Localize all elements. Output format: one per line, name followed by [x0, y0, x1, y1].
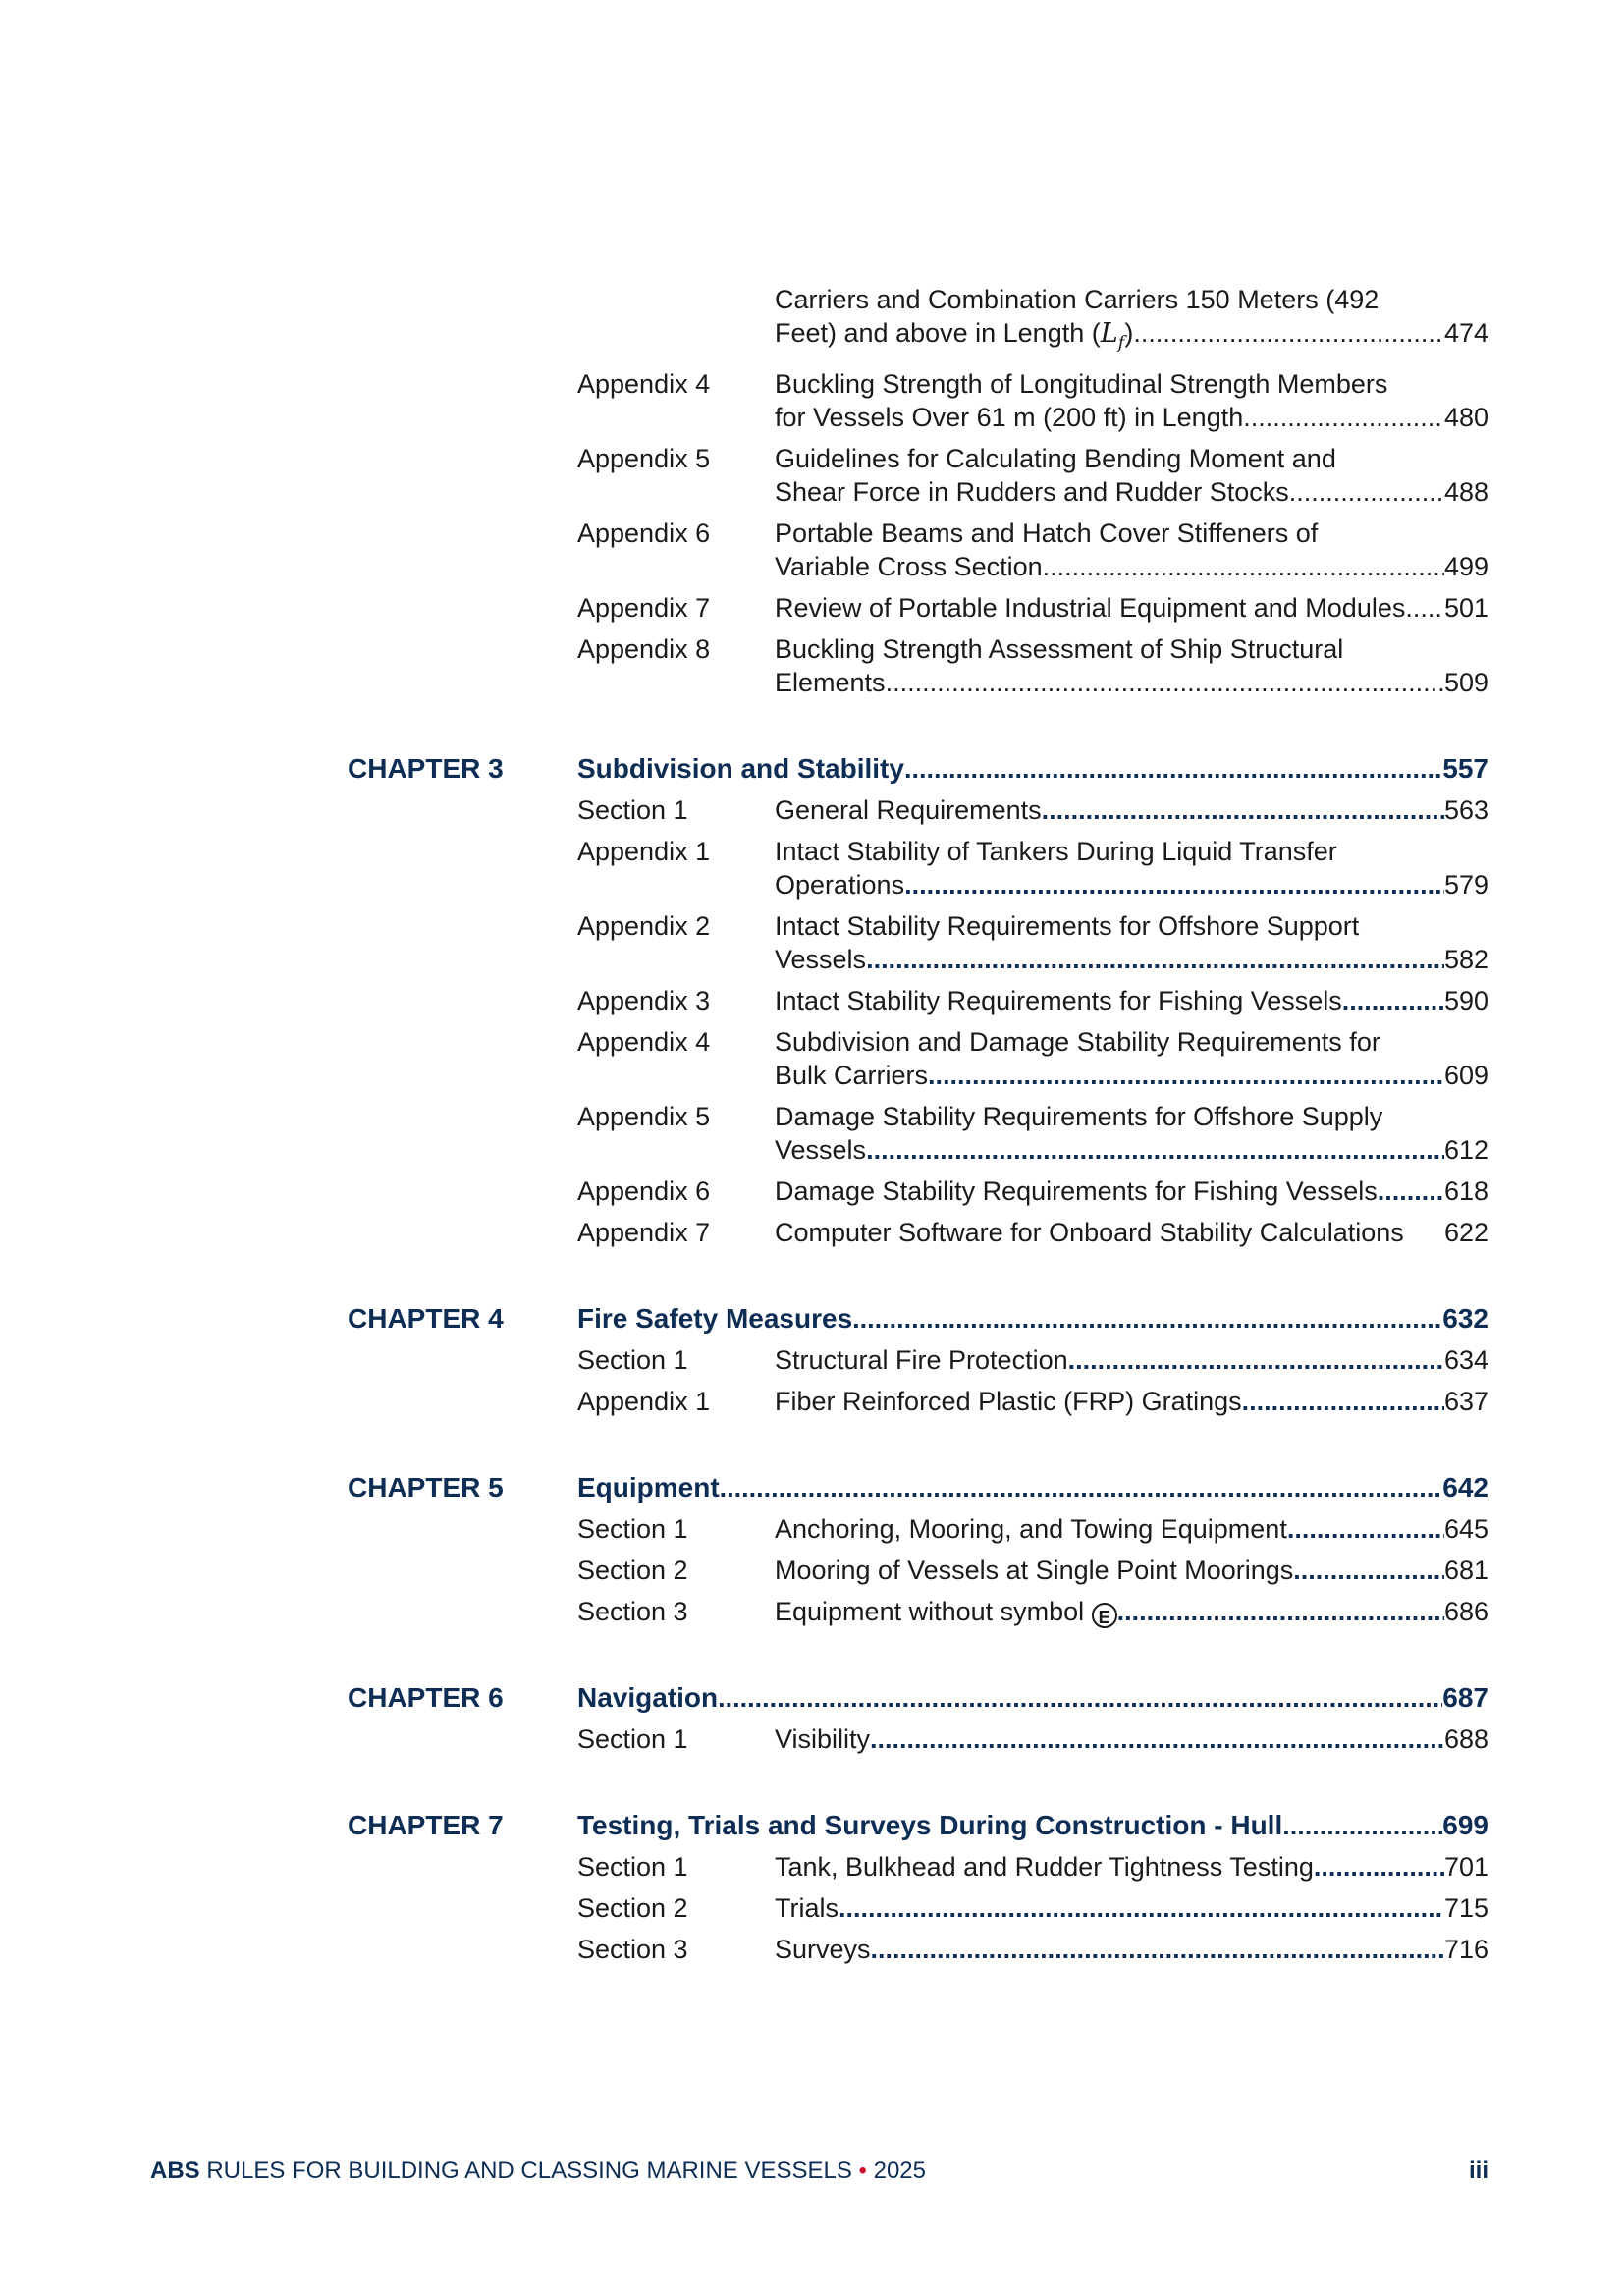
toc-entry-label: Appendix 7 — [577, 1218, 711, 1248]
chapter-title[interactable]: Testing, Trials and Surveys During Construction - Hull — [577, 1810, 1283, 1841]
toc-entry-title — [775, 442, 1488, 509]
toc-page-number: 686 — [1443, 1597, 1488, 1627]
toc-entry-text: Variable Cross Section — [775, 552, 1043, 582]
toc-entry-title — [775, 591, 1488, 625]
chapter-title-line — [577, 1471, 1488, 1504]
toc-entry-text: Mooring of Vessels at Single Point Moorings — [775, 1556, 1294, 1586]
toc-entry-label: Appendix 1 — [577, 837, 711, 867]
toc-entry-label: Section 2 — [577, 1556, 688, 1586]
toc-page-number: 612 — [1443, 1135, 1488, 1166]
toc-entry-line — [775, 591, 1488, 625]
toc-entry-text: Computer Software for Onboard Stability Calculations — [775, 1218, 1404, 1248]
toc-entry-line — [775, 1595, 1488, 1628]
toc-entry-label: Appendix 3 — [577, 986, 711, 1016]
toc-entry-text: Subdivision and Damage Stability Requirements for — [775, 1027, 1380, 1058]
toc-entry-line — [775, 632, 1488, 666]
toc-entry-text: Intact Stability Requirements for Fishing Vessels — [775, 986, 1342, 1016]
toc-entry-text: Feet) and above in Length ( — [775, 318, 1101, 348]
toc-entry[interactable] — [348, 367, 1488, 434]
toc-entry-line — [775, 1025, 1488, 1059]
toc-entry[interactable] — [348, 1933, 1488, 1966]
table-of-contents — [348, 283, 1488, 1966]
toc-entry-label: Appendix 5 — [577, 444, 711, 474]
toc-entry[interactable] — [348, 632, 1488, 699]
leader-dots — [1287, 1512, 1444, 1546]
chapter-label: CHAPTER 3 — [348, 753, 504, 785]
toc-spacer — [577, 283, 775, 359]
chapter-label: CHAPTER 7 — [348, 1810, 504, 1841]
chapter-page-number: 632 — [1442, 1303, 1488, 1335]
toc-entry-title — [775, 1512, 1488, 1546]
leader-dots — [866, 1133, 1444, 1167]
toc-spacer — [348, 909, 577, 976]
toc-entry-text: Bulk Carriers — [775, 1061, 929, 1091]
chapter-label: CHAPTER 6 — [348, 1682, 504, 1714]
toc-page-number: 716 — [1443, 1935, 1488, 1965]
toc-page-number: 634 — [1443, 1345, 1488, 1376]
toc-page-number: 474 — [1443, 318, 1488, 348]
toc-entry[interactable] — [348, 1216, 1488, 1249]
toc-page-number: 488 — [1443, 477, 1488, 508]
toc-spacer — [348, 1100, 577, 1167]
chapter-label: CHAPTER 4 — [348, 1303, 504, 1335]
toc-page-number: 637 — [1443, 1387, 1488, 1417]
toc-entry-title — [775, 1891, 1488, 1925]
toc-entry-label: Appendix 6 — [577, 519, 711, 549]
toc-page-number: 609 — [1443, 1061, 1488, 1091]
toc-entry-text: Damage Stability Requirements for Fishing Vessels — [775, 1176, 1378, 1207]
toc-entry-text: Equipment without symbol — [775, 1597, 1085, 1627]
toc-entry-line — [775, 475, 1488, 509]
leader-dots — [852, 1302, 1442, 1336]
toc-entry-line — [775, 1100, 1488, 1133]
chapter-page-number: 699 — [1442, 1810, 1488, 1841]
toc-entry[interactable] — [348, 835, 1488, 902]
toc-entry-text: General Requirements — [775, 795, 1042, 826]
toc-entry-text: Structural Fire Protection — [775, 1345, 1068, 1376]
toc-entry-title — [775, 1554, 1488, 1587]
chapter-page-number: 557 — [1442, 753, 1488, 785]
chapter-heading[interactable] — [348, 752, 1488, 786]
toc-entry-label: Section 1 — [577, 1724, 688, 1755]
toc-entry-text: Fiber Reinforced Plastic (FRP) Gratings — [775, 1387, 1242, 1417]
leader-dots — [1242, 1385, 1444, 1418]
leader-dots — [1043, 550, 1444, 583]
toc-spacer — [348, 793, 577, 827]
toc-entry-line — [775, 1850, 1488, 1884]
toc-entry[interactable] — [348, 1385, 1488, 1418]
footer-publication — [150, 2158, 926, 2185]
toc-page-number: 622 — [1443, 1218, 1488, 1248]
toc-spacer — [348, 1512, 577, 1546]
footer-year: 2025 — [873, 2158, 926, 2184]
toc-entry-text: Intact Stability Requirements for Offshore Support — [775, 911, 1360, 942]
toc-spacer — [348, 835, 577, 902]
toc-entry-label: Section 1 — [577, 795, 688, 826]
leader-dots — [1314, 1850, 1444, 1884]
toc-entry-carryover[interactable] — [348, 283, 1488, 359]
toc-entry-line — [775, 1933, 1488, 1966]
chapter-title[interactable]: Equipment — [577, 1472, 720, 1503]
toc-entry-title — [775, 283, 1488, 359]
toc-spacer — [348, 1554, 577, 1587]
toc-page-number: 579 — [1443, 870, 1488, 901]
toc-entry-line — [775, 401, 1488, 434]
chapter-title[interactable]: Navigation — [577, 1682, 719, 1714]
toc-entry-label: Appendix 2 — [577, 911, 711, 942]
toc-entry-line — [775, 1343, 1488, 1377]
leader-dots — [928, 1059, 1444, 1092]
toc-entry[interactable] — [348, 1891, 1488, 1925]
leader-dots — [1068, 1343, 1444, 1377]
chapter-heading[interactable] — [348, 1809, 1488, 1842]
toc-entry-text: Visibility — [775, 1724, 871, 1755]
toc-spacer — [348, 632, 577, 699]
toc-entry[interactable] — [348, 517, 1488, 583]
toc-entry-line — [775, 1554, 1488, 1587]
toc-entry-text: Surveys — [775, 1935, 871, 1965]
toc-entry[interactable] — [348, 591, 1488, 625]
toc-spacer — [348, 442, 577, 509]
toc-entry[interactable] — [348, 1512, 1488, 1546]
leader-dots — [904, 752, 1442, 786]
toc-entry[interactable] — [348, 1722, 1488, 1756]
toc-page-number: 509 — [1443, 668, 1488, 698]
toc-entry-title — [775, 1722, 1488, 1756]
toc-entry-title — [775, 632, 1488, 699]
toc-spacer — [348, 1891, 577, 1925]
chapter-block — [348, 1681, 1488, 1756]
toc-entry-title — [775, 1216, 1488, 1249]
toc-page-number: 499 — [1443, 552, 1488, 582]
math-symbol: $L_f$ — [1100, 318, 1125, 354]
toc-spacer — [348, 1722, 577, 1756]
chapter-heading[interactable] — [348, 1302, 1488, 1336]
leader-dots — [1042, 793, 1444, 827]
toc-entry-text: Trials — [775, 1893, 839, 1924]
toc-entry-label: Section 2 — [577, 1893, 688, 1924]
toc-entry-text: Buckling Strength Assessment of Ship Structural — [775, 634, 1344, 665]
toc-entry-line — [775, 1722, 1488, 1756]
toc-entry-line — [577, 1471, 1488, 1504]
toc-page-number: 563 — [1443, 795, 1488, 826]
toc-entry-line — [775, 550, 1488, 583]
toc-entry-line — [577, 1302, 1488, 1336]
toc-entry-title — [775, 909, 1488, 976]
chapter-title-line — [577, 1681, 1488, 1715]
toc-entry-line — [775, 1385, 1488, 1418]
toc-spacer — [348, 1385, 577, 1418]
toc-entry[interactable] — [348, 442, 1488, 509]
toc-entry-title — [775, 1025, 1488, 1092]
chapter-block — [348, 1809, 1488, 1966]
chapter-title[interactable]: Subdivision and Stability — [577, 753, 904, 785]
chapter-page-number: 687 — [1442, 1682, 1488, 1714]
toc-entry-label: Section 1 — [577, 1345, 688, 1376]
toc-entry[interactable] — [348, 1554, 1488, 1587]
toc-entry-text: Elements — [775, 668, 886, 698]
leader-dots — [870, 1722, 1444, 1756]
chapter-title-line — [577, 752, 1488, 786]
leader-dots — [904, 868, 1444, 902]
footer-title: RULES FOR BUILDING AND CLASSING MARINE VESSELS — [206, 2158, 852, 2184]
toc-entry-text: Tank, Bulkhead and Rudder Tightness Testing — [775, 1852, 1314, 1883]
toc-entry[interactable] — [348, 984, 1488, 1017]
toc-entry-text: Damage Stability Requirements for Offshore Supply — [775, 1102, 1383, 1132]
toc-entry-text: Buckling Strength of Longitudinal Strength Members — [775, 369, 1388, 400]
footer-separator: • — [858, 2158, 867, 2184]
toc-spacer — [348, 591, 577, 625]
toc-spacer — [348, 283, 577, 359]
toc-entry-line — [577, 752, 1488, 786]
leader-dots — [1133, 316, 1444, 350]
toc-entry-text: Guidelines for Calculating Bending Moment and — [775, 444, 1336, 474]
toc-entry-title — [775, 1175, 1488, 1208]
toc-entry-line — [775, 442, 1488, 475]
toc-entry-line — [775, 367, 1488, 401]
toc-entry[interactable] — [348, 909, 1488, 976]
toc-entry-line — [775, 517, 1488, 550]
chapter-title[interactable]: Fire Safety Measures — [577, 1303, 853, 1335]
toc-entry-line — [775, 984, 1488, 1017]
toc-page-number: 701 — [1443, 1852, 1488, 1883]
toc-entry-line — [775, 943, 1488, 976]
toc-entry-line — [577, 1681, 1488, 1715]
chapter-page-number: 642 — [1442, 1472, 1488, 1503]
toc-spacer — [348, 1595, 577, 1628]
chapter-block — [348, 752, 1488, 1249]
chapter-heading[interactable] — [348, 1681, 1488, 1715]
footer-page-number: iii — [1468, 2158, 1488, 2184]
toc-entry-line — [775, 666, 1488, 699]
chapter-heading[interactable] — [348, 1471, 1488, 1504]
leader-dots — [1342, 984, 1444, 1017]
toc-entry-text: Vessels — [775, 1135, 867, 1166]
leader-dots — [871, 1933, 1444, 1966]
toc-entry-label: Appendix 5 — [577, 1102, 711, 1132]
toc-entry-title — [775, 793, 1488, 827]
toc-entry-text: Operations — [775, 870, 905, 901]
circled-letter: E — [1092, 1603, 1117, 1628]
toc-entry-title — [775, 517, 1488, 583]
toc-entry-title — [775, 1595, 1488, 1628]
toc-entry-line — [775, 1512, 1488, 1546]
toc-spacer — [348, 1850, 577, 1884]
toc-spacer — [348, 1343, 577, 1377]
toc-page-number: 715 — [1443, 1893, 1488, 1924]
chapter-title-line — [577, 1809, 1488, 1842]
toc-entry[interactable] — [348, 1343, 1488, 1377]
toc-entry-label: Appendix 7 — [577, 593, 711, 624]
toc-entry-line — [775, 283, 1488, 316]
leader-dots — [718, 1681, 1442, 1715]
toc-entry-line — [577, 1809, 1488, 1842]
chapter-label: CHAPTER 5 — [348, 1472, 504, 1503]
toc-spacer — [348, 984, 577, 1017]
toc-entry-label: Section 3 — [577, 1597, 688, 1627]
toc-entry-line — [775, 835, 1488, 868]
toc-entry-text: Intact Stability of Tankers During Liquid Transfer — [775, 837, 1337, 867]
toc-page-number: 688 — [1443, 1724, 1488, 1755]
chapter-block — [348, 1302, 1488, 1418]
toc-entry-text: Review of Portable Industrial Equipment and Modules. — [775, 593, 1413, 624]
toc-entry-label: Section 1 — [577, 1852, 688, 1883]
leader-dots — [1117, 1595, 1444, 1628]
toc-entry-title — [775, 367, 1488, 434]
toc-entry[interactable] — [348, 1175, 1488, 1208]
leader-dots — [1243, 401, 1444, 434]
toc-entry[interactable] — [348, 1025, 1488, 1092]
toc-entry-title — [775, 984, 1488, 1017]
toc-page-number: 582 — [1443, 945, 1488, 975]
toc-entry-label: Appendix 6 — [577, 1176, 711, 1207]
chapter-block — [348, 1471, 1488, 1628]
toc-entry-label: Appendix 4 — [577, 1027, 711, 1058]
toc-entry-title — [775, 1933, 1488, 1966]
toc-page-number: 590 — [1443, 986, 1488, 1016]
toc-page-number: 480 — [1443, 403, 1488, 433]
toc-entry-title — [775, 835, 1488, 902]
toc-entry-text: Portable Beams and Hatch Cover Stiffeners of — [775, 519, 1319, 549]
leader-dots — [1282, 1809, 1442, 1842]
toc-page-number: 501 — [1443, 593, 1488, 624]
toc-entry-text: Carriers and Combination Carriers 150 Meters (492 — [775, 285, 1380, 314]
toc-entry-text: Shear Force in Rudders and Rudder Stocks — [775, 477, 1289, 508]
leader-dots — [886, 666, 1444, 699]
toc-entry-line — [775, 1216, 1488, 1249]
leader-dots — [1378, 1175, 1444, 1208]
toc-entry-title — [775, 1850, 1488, 1884]
toc-entry-label: Section 1 — [577, 1514, 688, 1545]
toc-entry-line — [775, 1891, 1488, 1925]
toc-spacer — [348, 1216, 577, 1249]
toc-entry[interactable] — [348, 1850, 1488, 1884]
toc-spacer — [348, 367, 577, 434]
toc-entry-label: Section 3 — [577, 1935, 688, 1965]
toc-entry[interactable] — [348, 1595, 1488, 1628]
toc-entry[interactable] — [348, 793, 1488, 827]
leader-dots — [720, 1471, 1443, 1504]
toc-entry-line — [775, 1059, 1488, 1092]
toc-entry-text: ) — [1124, 318, 1134, 348]
leader-dots — [1413, 591, 1444, 625]
toc-entry-line — [775, 1175, 1488, 1208]
toc-entry-line — [775, 793, 1488, 827]
chapter-title-line — [577, 1302, 1488, 1336]
toc-page-number: 618 — [1443, 1176, 1488, 1207]
toc-page-number: 681 — [1443, 1556, 1488, 1586]
toc-entry-text: Anchoring, Mooring, and Towing Equipment — [775, 1514, 1287, 1545]
toc-entry-text: Vessels — [775, 945, 867, 975]
toc-entry-text: for Vessels Over 61 m (200 ft) in Length — [775, 403, 1244, 433]
toc-entry-line — [775, 316, 1488, 359]
toc-entry-title — [775, 1100, 1488, 1167]
toc-entry-label: Appendix 4 — [577, 369, 711, 400]
page-footer — [150, 2158, 1488, 2185]
toc-entry-label: Appendix 8 — [577, 634, 711, 665]
toc-spacer — [348, 1025, 577, 1092]
toc-page-number: 645 — [1443, 1514, 1488, 1545]
toc-entry-line — [775, 868, 1488, 902]
toc-entry-line — [775, 909, 1488, 943]
leader-dots — [1293, 1554, 1444, 1587]
toc-spacer — [348, 517, 577, 583]
footer-brand: ABS — [150, 2158, 200, 2184]
toc-entry-title — [775, 1343, 1488, 1377]
toc-entry-line — [775, 1133, 1488, 1167]
symbol-e-icon — [1084, 1595, 1117, 1628]
toc-entry-label: Appendix 1 — [577, 1387, 711, 1417]
toc-spacer — [348, 1933, 577, 1966]
toc-spacer — [348, 1175, 577, 1208]
leader-dots — [866, 943, 1444, 976]
toc-entry-title — [775, 1385, 1488, 1418]
toc-entry[interactable] — [348, 1100, 1488, 1167]
leader-dots — [1289, 475, 1444, 509]
leader-dots — [839, 1891, 1444, 1925]
